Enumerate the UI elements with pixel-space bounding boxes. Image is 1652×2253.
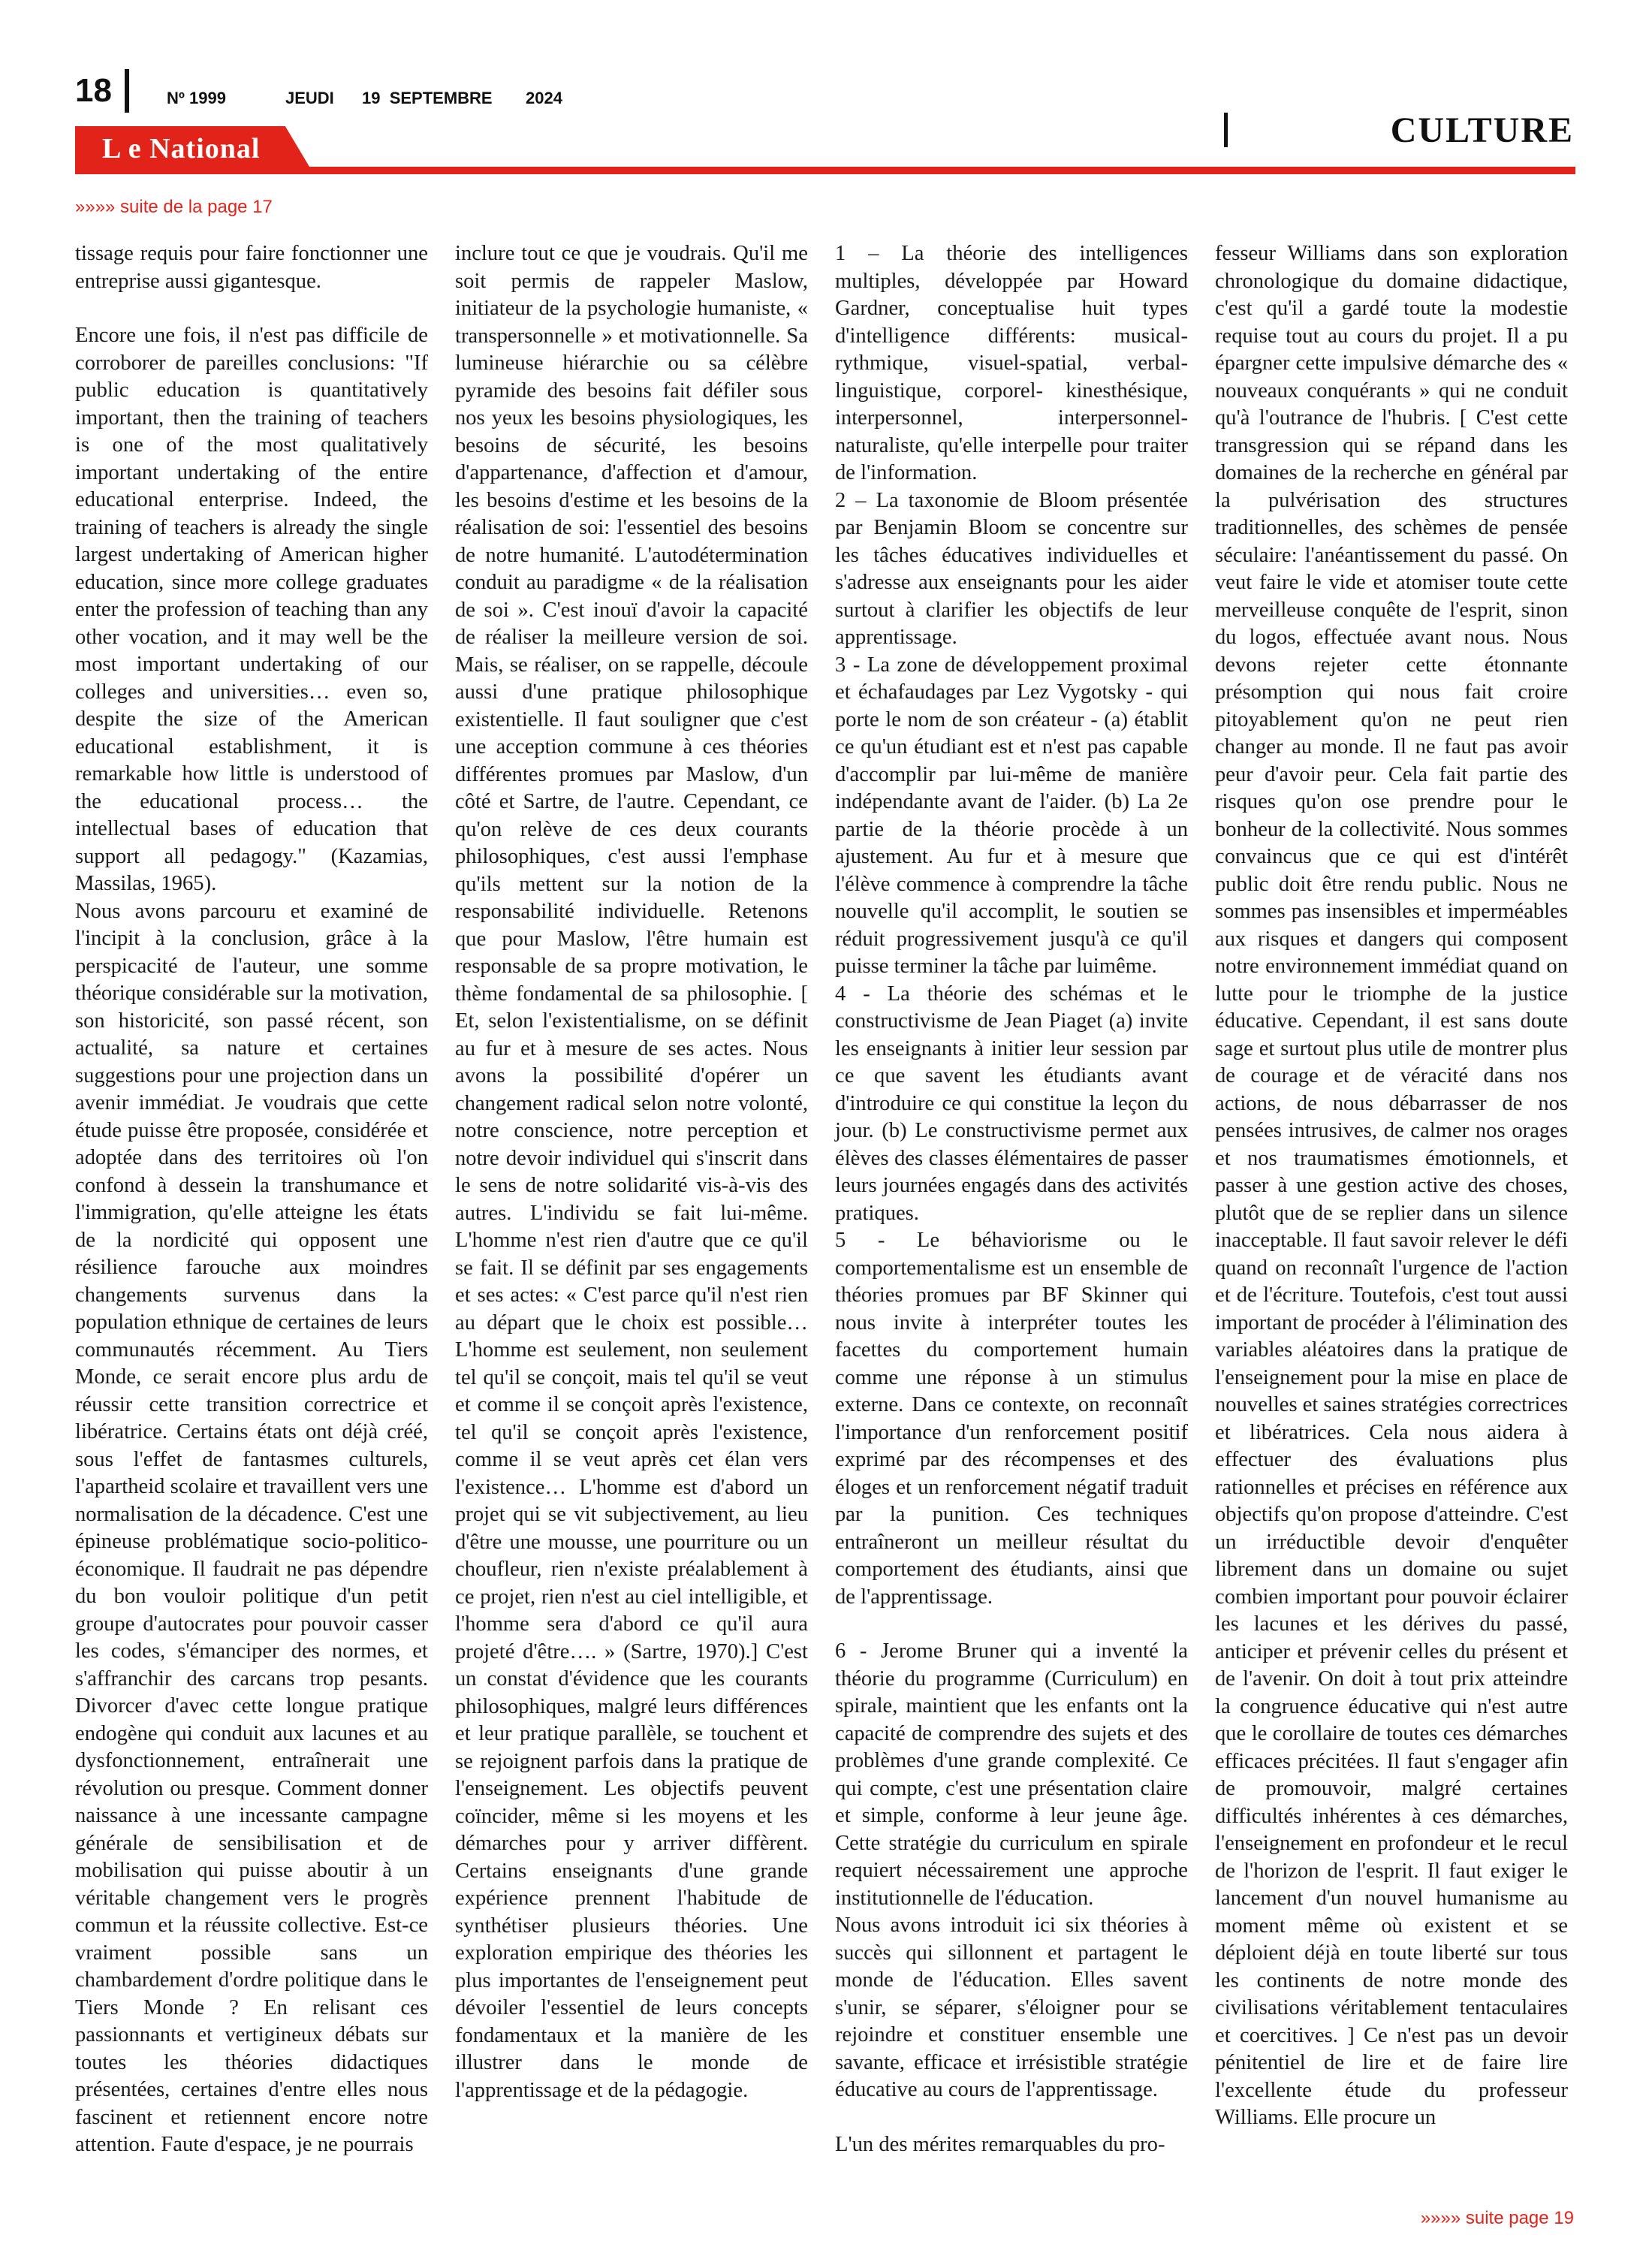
paragraph: 5 - Le béhaviorisme ou le comportementalisme est un ensemble de théories promues par BF Skinner qui nous invite à interpréter toutes les facettes du comportement humain comme une réponse à un stimulus externe. Dans ce contexte, on reconnaît l'importance d'un renforcement positif exprimé par des récompenses et des éloges et un renforcement négatif traduit par la punition. Ces techniques entraîneront un meilleur résultat du comportement des étudiants, ainsi que de l'apprentissage. bbox=[835, 1229, 1188, 1609]
paragraph: 4 - La théorie des schémas et le constructivisme de Jean Piaget (a) invite les enseignants à initier leur session par ce que savent les étudiants avant d'introduire ce qui constitue la leçon du jour. (b) Le constructivisme permet aux élèves des classes élémentaires de passer leurs journées engagés dans des activités pratiques. bbox=[835, 982, 1188, 1225]
paragraph: L'un des mérites remarquables du pro- bbox=[835, 2132, 1165, 2156]
page-number: 18 bbox=[75, 72, 112, 109]
paragraph: Nous avons parcouru et examiné de l'incipit à la conclusion, grâce à la perspicacité de l'auteur, une somme théorique considérable sur la motivation, son historicité, son passé récent, son actualité, sa nature et certaines suggestions pour une projection dans un avenir immédiat. Je voudrais que cette étude puisse être proposée, considérée et adoptée dans des territoires où l'on confond à dessein la transhumance et l'immigration, qu'elle atteigne les états de la nordicité qui opposent une résilience farouche aux moindres changements survenus dans la population ethnique de certaines de leurs communautés récemment. Au Tiers Monde, ce serait encore plus ardu de réussir cette transition correctrice et libératrice. Certains états ont déjà créé, sous l'effet de fantasmes culturels, l'apartheid scolaire et travaillent vers une normalisation de la décadence. C'est une épineuse problématique socio-politico-économique. Il faudrait ne pas dépendre du bon vouloir politique d'un petit groupe d'autocrates pour pouvoir casser les codes, s'émanciper des normes, et s'affranchir des carcans trop pesants. Divorcer d'avec cette longue pratique endogène qui conduit aux lacunes et au dysfonctionnement, entraînerait une révolution ou presque. Comment donner naissance à une incessante campagne générale de sensibilisation et de mobilisation qui puisse aboutir à un véritable changement vers le progrès commun et la réussite collective. Est-ce vraiment possible sans un chambardement d'ordre politique dans le Tiers Monde ? En relisant ces passionnants et vertigineux débats sur toutes les théories didactiques présentées, certaines d'entre elles nous fascinent et retiennent encore notre attention. Faute d'espace, je ne pourrais bbox=[75, 899, 428, 2156]
article-column-2 bbox=[455, 240, 808, 2208]
paragraph: 1 – La théorie des intelligences multiples, développée par Howard Gardner, conceptualise huit types d'intelligence différents: musical-rythmique, visuel-spatial, verbal-linguistique, corporel- kinesthésique, interpersonnel, interpersonnel-naturaliste, qu'elle interpelle pour traiter de l'information. bbox=[835, 242, 1188, 484]
brand-name: L e National bbox=[102, 133, 261, 164]
issue-date: 19 SEPTEMBRE bbox=[362, 89, 493, 107]
issue-number: Nº 1999 bbox=[167, 89, 226, 107]
page-number-divider bbox=[125, 69, 129, 113]
issue-year: 2024 bbox=[526, 89, 562, 107]
paragraph: Nous avons introduit ici six théories à succès qui sillonnent et partagent le monde de l'éducation. Elles savent s'unir, se séparer, s'éloigner pour se rejoindre et constituer ensemble une savante, efficace et irrésistible stratégie éducative au cours de l'apprentissage. bbox=[835, 1914, 1188, 2101]
paragraph: fesseur Williams dans son exploration chronologique du domaine didactique, c'est qu'il a gardé toute la modestie requise tout au cours du projet. Il a pu épargner cette impulsive démarche des « nouveaux conquérants » qui ne conduit qu'à l'outrance de l'hubris. [ C'est cette transgression qui se répand dans les domaines de la recherche en général par la pulvérisation des structures traditionnelles, des schèmes de pensée séculaire: l'anéantissement du passé. On veut faire le vide et atomiser toute cette merveilleuse conquête de l'esprit, sinon du logos, effectuée avant nous. Nous devons rejeter cette étonnante présomption qui nous fait croire pitoyablement qu'on ne peut rien changer au monde. Il ne faut pas avoir peur d'avoir peur. Cela fait partie des risques qu'on ose prendre pour le bonheur de la collectivité. Nous sommes convaincus que ce qui est d'intérêt public doit être rendu public. Nous ne sommes pas insensibles et imperméables aux risques et dangers qui composent notre environnement immédiat quand on lutte pour le triomphe de la justice éducative. Cependant, il est sans doute sage et surtout plus utile de montrer plus de courage et de véracité dans nos actions, de nous débarrasser de nos pensées intrusives, de calmer nos orages et nos traumatismes émotionnels, et passer à une gestion active des choses, plutôt que de se replier dans un silence inacceptable. Il faut savoir relever le défi quand on reconnaît l'urgence de l'action et de l'écriture. Toutefois, c'est tout aussi important de procéder à l'élimination des variables aléatoires dans la pratique de l'enseignement pour la mise en place de nouvelles et saines stratégies correctrices et libératrices. Cela nous aidera à effectuer des évaluations plus rationnelles et précises en référence aux objectifs qu'on propose d'atteindre. C'est un irréductible devoir d'enquêter librement dans un domaine ou sujet combien important pour pouvoir éclairer les lacunes et les dérives du passé, anticiper et prévenir celles du présent et de l'avenir. On doit à tout prix atteindre la congruence éducative qui n'est autre que le corollaire de toutes ces démarches efficaces précitées. Il faut s'engager afin de promouvoir, malgré certaines difficultés inhérentes à ces démarches, l'enseignement en profondeur et le recul de l'horizon de l'esprit. Il faut exiger le lancement d'un nouvel humanisme au moment même où existent et se déploient déjà en toute liberté sur tous les continents de notre monde des civilisations véritablement tentaculaires et coercitives. ] Ce n'est pas un devoir pénitentiel de lire et de faire lire l'excellente étude du professeur Williams. Elle procure un bbox=[1215, 242, 1569, 2129]
section-divider bbox=[1224, 113, 1228, 147]
header-red-rule bbox=[75, 167, 1575, 174]
continued-to-link[interactable]: »»»» suite page 19 bbox=[1420, 2208, 1574, 2228]
paragraph: 6 - Jerome Bruner qui a inventé la théorie du programme (Curriculum) en spirale, maintient que les enfants ont la capacité de comprendre des sujets et des problèmes d'une grande complexité. Ce qui compte, c'est une présentation claire et simple, conforme à leur jeune âge. Cette stratégie du curriculum en spirale requiert nécessairement une approche institutionnelle de l'éducation. bbox=[835, 1639, 1188, 1910]
paragraph: Encore une fois, il n'est pas difficile de corroborer de pareilles conclusions: "If public education is quantitatively important, then the training of teachers is one of the most qualitatively important undertaking of the entire educational enterprise. Indeed, the training of teachers is already the single largest undertaking of American higher education, since more college graduates enter the profession of teaching than any other vocation, and it may well be the most important undertaking of our colleges and universities… even so, despite the size of the American educational establishment, it is remarkable how little is understood of the educational process… the intellectual bases of education that support all pedagogy." (Kazamias, Massilas, 1965). bbox=[75, 324, 428, 895]
article-column-3 bbox=[835, 240, 1188, 2208]
paragraph: inclure tout ce que je voudrais. Qu'il me soit permis de rappeler Maslow, initiateur de la psychologie humaniste, « transpersonnelle » et motivationnelle. Sa lumineuse hiérarchie ou sa célèbre pyramide des besoins fait défiler sous nos yeux les besoins physiologiques, les besoins de sécurité, les besoins d'appartenance, d'affection et d'amour, les besoins d'estime et les besoins de la réalisation de soi: l'essentiel des besoins de notre humanité. L'autodétermination conduit au paradigme « de la réalisation de soi ». C'est inouï d'avoir la capacité de réaliser la meilleure version de soi. Mais, se réaliser, on se rappelle, découle aussi d'une pratique philosophique existentielle. Il faut souligner que c'est une acception commune à ces théories différentes promues par Maslow, d'un côté et Sartre, de l'autre. Cependant, ce qu'on relève de ces deux courants philosophiques, c'est aussi l'emphase qu'ils mettent sur la notion de la responsabilité individuelle. Retenons que pour Maslow, l'être humain est responsable de sa propre motivation, le thème fondamental de sa philosophie. [ Et, selon l'existentialisme, on se définit au fur et à mesure de ses actes. Nous avons la possibilité d'opérer un changement radical selon notre volonté, notre conscience, notre perception et notre devoir individuel qui s'inscrit dans le sens de notre solidarité vis-à-vis des autres. L'individu se fait lui-même. L'homme n'est rien d'autre que ce qu'il se fait. Il se définit par ses engagements et ses actes: « C'est parce qu'il n'est rien au départ que le choix est possible… L'homme est seulement, non seulement tel qu'il se conçoit, mais tel qu'il se veut et comme il se conçoit après l'existence, tel qu'il se conçoit après l'existence, comme il se veut après cet élan vers l'existence… L'homme est d'abord un projet qui se vit subjectivement, au lieu d'être une mousse, une pourriture ou un choufleur, rien n'existe préalablement à ce projet, rien n'est au ciel intelligible, et l'homme sera d'abord ce qu'il aura projeté d'être…. » (Sartre, 1970).] C'est un constat d'évidence que les courants philosophiques, malgré leurs différences et leur pratique parallèle, se touchent et se rejoignent parfois dans la pratique de l'enseignement. Les objectifs peuvent coïncider, même si les moyens et les démarches pour y arriver diffèrent. Certains enseignants d'une grande expérience prennent l'habitude de synthétiser plusieurs théories. Une exploration empirique des théories les plus importantes de l'enseignement peut dévoiler l'essentiel de leurs concepts fondamentaux et la manière de les illustrer dans le monde de l'apprentissage et de la pédagogie. bbox=[455, 242, 808, 2102]
issue-weekday: JEUDI bbox=[285, 89, 334, 107]
continued-from-link[interactable]: »»»» suite de la page 17 bbox=[75, 197, 273, 217]
paragraph: 2 – La taxonomie de Bloom présentée par Benjamin Bloom se concentre sur les tâches éducatives individuelles et s'adresse aux enseignants pour les aider surtout à clarifier les objectifs de leur apprentissage. bbox=[835, 488, 1188, 649]
article-column-4 bbox=[1215, 240, 1568, 2208]
article-column-1 bbox=[75, 240, 428, 2208]
section-title: CULTURE bbox=[1390, 110, 1574, 150]
paragraph: 3 - La zone de développement proximal et échafaudages par Lez Vygotsky - qui porte le nom de son créateur - (a) établit ce qu'un étudiant est et n'est pas capable d'accomplir par lui-même de manière indépendante avant de l'aider. (b) La 2e partie de la théorie procède à un ajustement. Au fur et à mesure que l'élève commence à comprendre la tâche nouvelle qu'il accomplit, le soutien se réduit progressivement jusqu'à ce qu'il puisse terminer la tâche par luimême. bbox=[835, 653, 1188, 978]
paragraph: tissage requis pour faire fonctionner une entreprise aussi gigantesque. bbox=[75, 242, 428, 293]
